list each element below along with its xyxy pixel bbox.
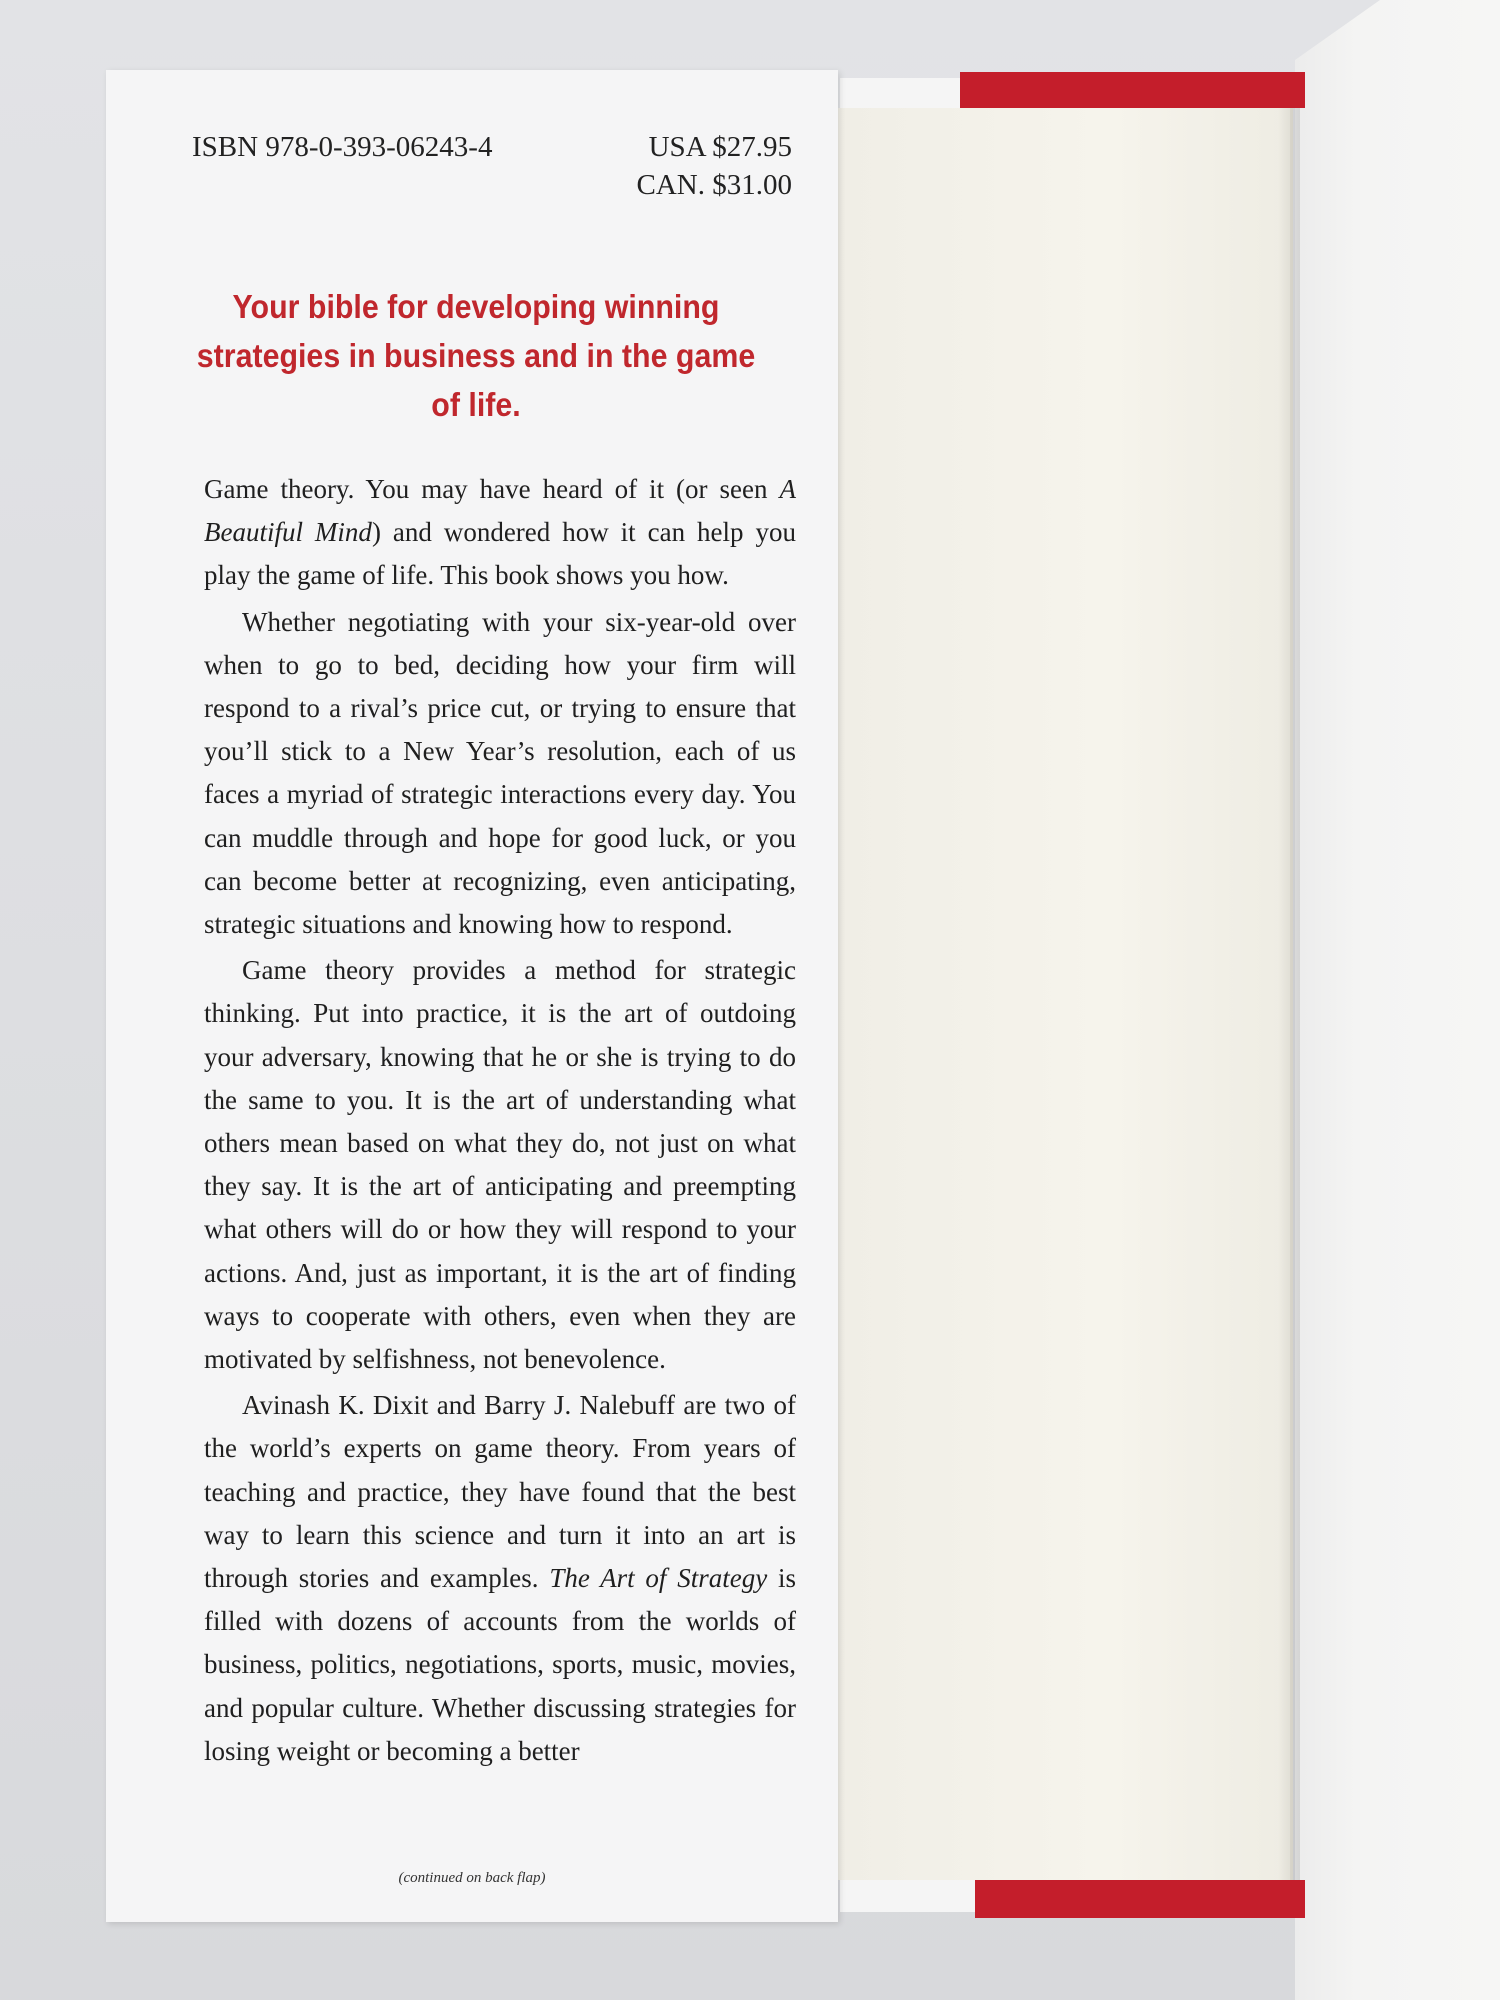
tagline: Your bible for developing winning strategies in business and in the game of life.: [196, 288, 756, 423]
paragraph-4-text-a: Avinash K. Dixit and Barry J. Nalebuff are two of the world’s experts on game theory. From years of teaching and practice, they have found that the best way to learn this science and turn it into an art is through stories and examples.: [204, 1390, 796, 1594]
price-usa: USA $27.95: [648, 131, 792, 163]
board-edge-top-red: [960, 72, 1305, 108]
paragraph-2: Whether negotiating with your six-year-old over when to go to bed, deciding how your firm will respond to a rival’s price cut, or trying to ensure that you’ll stick to a New Year’s resolution, each of us faces a myriad of strategic interactions every day. You can muddle through and hope for good luck, or you can become better at recognizing, even anticipating, strategic situations and knowing how to respond.: [204, 606, 796, 940]
endpaper: [838, 108, 1293, 1880]
paragraph-1-text-b: ) and wondered how it can help you play the game of life. This book shows you how.: [204, 517, 796, 591]
board-edge-bottom-red: [975, 1880, 1305, 1918]
paragraph-4-text-b: is filled with dozens of accounts from the worlds of business, politics, negotiations, sports, music, movies, and popular culture. Whether discussing strategies for losing weight or becoming a better: [204, 1563, 796, 1766]
spine-shadow: [1278, 108, 1300, 1880]
isbn: ISBN 978-0-393-06243-4: [192, 131, 493, 163]
book-page-right: [1295, 0, 1500, 2000]
prices: [637, 128, 792, 204]
board-edge-top-white: [840, 78, 965, 108]
price-can: CAN. $31.00: [636, 169, 792, 201]
paragraph-4: [204, 1384, 796, 1773]
paragraph-3: Game theory provides a method for strategic thinking. Put into practice, it is the art of outdoing your adversary, knowing that he or she is trying to do the same to you. It is the art of understanding what others mean based on what they do, not just on what they say. It is the art of anticipating and preempting what others will do or how they will respond to your actions. And, just as important, it is the art of finding ways to cooperate with others, even when they are motivated by selfishness, not benevolence.: [204, 955, 796, 1375]
movie-title: A Beautiful Mind: [204, 474, 796, 548]
continued-note: (continued on back flap): [398, 1870, 546, 1886]
dust-jacket-front-flap: [106, 70, 838, 1922]
paragraph-1-text-a: Game theory. You may have heard of it (or seen: [204, 474, 780, 504]
paragraph-1: [204, 468, 796, 598]
book-title: The Art of Strategy: [549, 1563, 768, 1594]
flap-copy: [204, 468, 796, 1776]
board-edge-bottom-white: [840, 1880, 980, 1912]
